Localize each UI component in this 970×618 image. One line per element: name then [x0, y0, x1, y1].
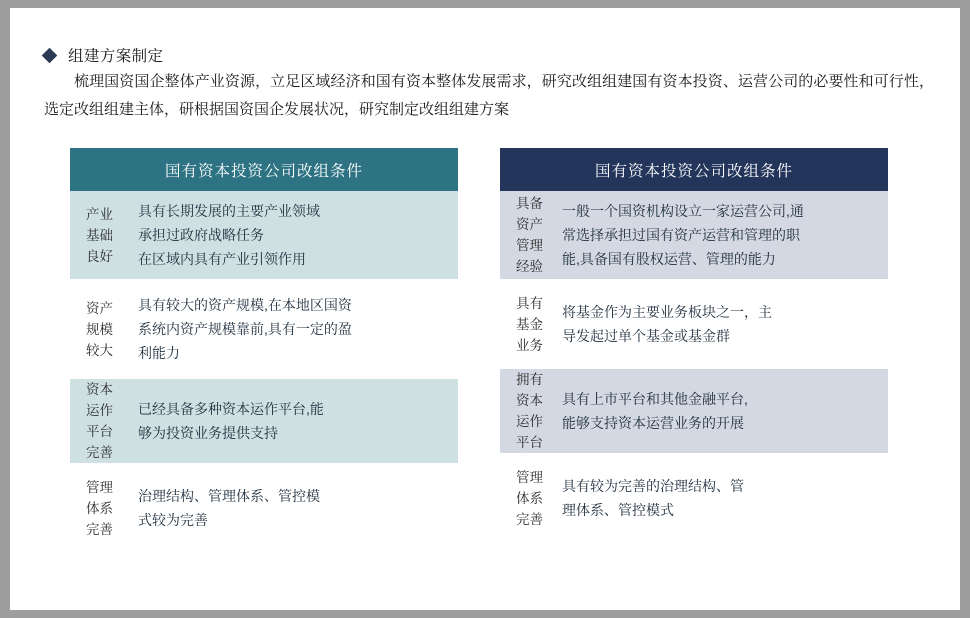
row-text [136, 285, 458, 373]
left-table [70, 148, 458, 547]
section-heading [44, 44, 163, 66]
row-label-line: 具有 [516, 295, 543, 311]
row-label-line: 良好 [86, 248, 113, 264]
row-text-line: 导发起过单个基金或基金群 [562, 328, 730, 344]
body-paragraph: 梳理国资国企整体产业资源，立足区域经济和国有资本整体发展需求，研究改组组建国有资本投资、运营公司的必要性和可行性，选定改组组建主体，研根据国资国企发展状况，研究制定改组组建方案 [44, 73, 934, 118]
row-text-line: 能够支持资本运营业务的开展 [562, 415, 744, 431]
row-text [560, 285, 888, 363]
row-label-line: 运作 [516, 414, 543, 429]
row-label-line: 基础 [86, 227, 113, 243]
row-text-line: 具有较大的资产规模,在本地区国资 [138, 297, 352, 313]
row-label [70, 469, 136, 547]
row-label [70, 191, 136, 279]
row-text [560, 191, 888, 279]
row-label-line: 资本 [516, 393, 543, 408]
slide-canvas [10, 8, 960, 610]
row-text-line: 将基金作为主要业务板块之一，主 [562, 304, 772, 320]
row-label-line: 产业 [86, 206, 113, 222]
row-text [136, 379, 458, 463]
row-label-line: 体系 [516, 490, 543, 506]
row-label [500, 285, 560, 363]
row-text-line: 理体系、管控模式 [562, 502, 674, 518]
row-label-line: 完善 [86, 521, 113, 537]
row-text-line: 具有长期发展的主要产业领域 [138, 203, 320, 219]
left-table-header: 国有资本投资公司改组条件 [70, 148, 458, 191]
row-label [500, 191, 560, 279]
section-heading-label: 组建方案制定 [68, 48, 164, 65]
row-label-line: 体系 [86, 500, 113, 516]
table-row [70, 379, 458, 463]
row-text-line: 治理结构、管理体系、管控模 [138, 488, 320, 504]
row-label [500, 459, 560, 537]
row-text-line: 具有较为完善的治理结构、管 [562, 478, 744, 494]
table-row [70, 285, 458, 373]
table-row [500, 459, 888, 537]
row-text [560, 459, 888, 537]
right-table-header: 国有资本投资公司改组条件 [500, 148, 888, 191]
table-row [500, 191, 888, 279]
row-label-line: 管理 [86, 479, 113, 495]
row-text [136, 469, 458, 547]
row-text-line: 够为投资业务提供支持 [138, 425, 278, 441]
table-row [70, 469, 458, 547]
row-text-line: 具有上市平台和其他金融平台, [562, 391, 748, 407]
row-label-line: 平台 [86, 424, 113, 439]
row-label [500, 369, 560, 453]
row-text-line: 系统内资产规模靠前,具有一定的盈 [138, 321, 352, 337]
right-table [500, 148, 888, 537]
row-text-line: 常选择承担过国有资产运营和管理的职 [562, 227, 800, 243]
row-label-line: 资产 [86, 300, 113, 316]
row-label-line: 较大 [86, 342, 113, 358]
row-text-line: 承担过政府战略任务 [138, 227, 264, 243]
diamond-bullet-icon [42, 47, 58, 63]
tables-container [10, 148, 960, 598]
row-text-line: 式较为完善 [138, 512, 208, 528]
row-label-line: 完善 [86, 445, 113, 460]
row-label [70, 379, 136, 463]
row-label-line: 完善 [516, 511, 543, 527]
row-label-line: 拥有 [516, 372, 543, 387]
row-label-line: 管理 [516, 238, 543, 253]
row-label [70, 285, 136, 373]
row-text-line: 利能力 [138, 345, 180, 361]
table-row [70, 191, 458, 279]
row-text [560, 369, 888, 453]
row-label-line: 基金 [516, 316, 543, 332]
table-row [500, 285, 888, 363]
row-label-line: 业务 [516, 337, 543, 353]
row-label-line: 运作 [86, 403, 113, 418]
row-text-line: 已经具备多种资本运作平台,能 [138, 401, 324, 417]
row-label-line: 平台 [516, 435, 543, 450]
row-label-line: 资本 [86, 382, 113, 397]
row-text-line: 一般一个国资机构设立一家运营公司,通 [562, 203, 804, 219]
row-label-line: 管理 [516, 469, 543, 485]
row-text-line: 在区域内具有产业引领作用 [138, 251, 306, 267]
table-row [500, 369, 888, 453]
row-label-line: 具备 [516, 196, 543, 211]
row-text [136, 191, 458, 279]
row-label-line: 资产 [516, 217, 543, 232]
row-text-line: 能,具备国有股权运营、管理的能力 [562, 251, 776, 267]
row-label-line: 经验 [516, 259, 543, 274]
row-label-line: 规模 [86, 321, 113, 337]
